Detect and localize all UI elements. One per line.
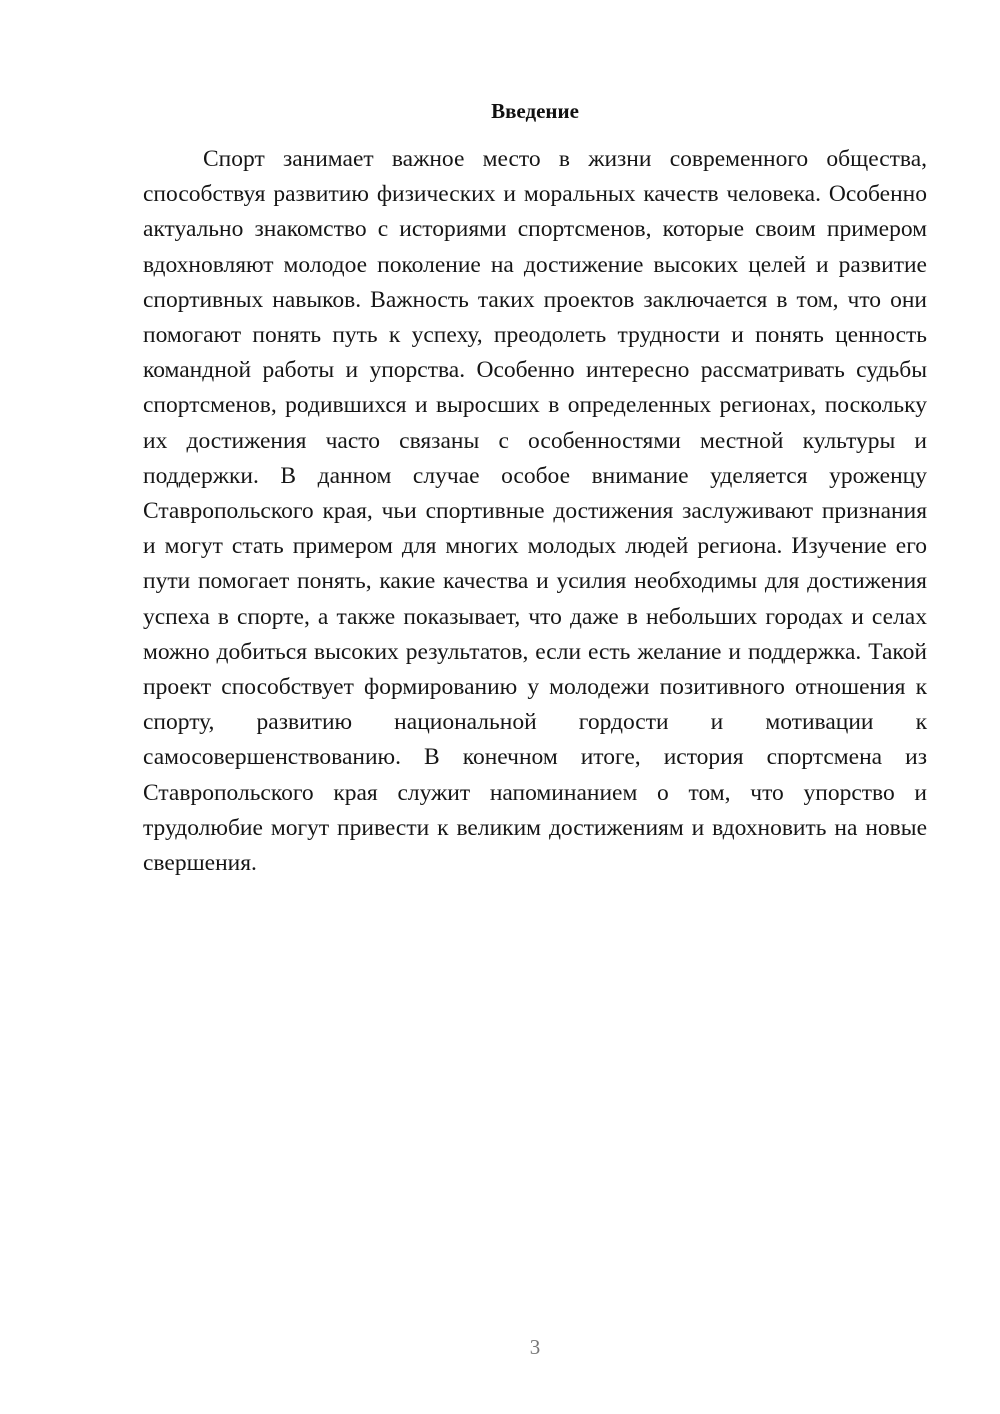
section-heading: Введение [491, 99, 579, 123]
page-number: 3 [529, 1335, 541, 1359]
intro-paragraph: Спорт занимает важное место в жизни современного общества, способствуя развитию физических и моральных качеств человека. Особенно актуально знакомство с историями спортсменов, которые своим примером вдохновляют молодое поколение на достижение высоких целей и развитие спортивных навыков. Важность таких проектов заключается в том, что они помогают понять путь к успеху, преодолеть трудности и понять ценность командной работы и упорства. Особенно интересно рассматривать судьбы спортсменов, родившихся и выросших в определенных регионах, поскольку их достижения часто связаны с особенностями местной культуры и поддержки. В данном случае особое внимание уделяется уроженцу Ставропольского края, чьи спортивные достижения заслуживают признания и могут стать примером для многих молодых людей региона. Изучение его пути помогает понять, какие качества и усилия необходимы для достижения успеха в спорте, а также показывает, что даже в небольших городах и селах можно добиться высоких результатов, если есть желание и поддержка. Такой проект способствует формированию у молодежи позитивного отношения к спорту, развитию национальной гордости и мотивации к самосовершенствованию. В конечном итоге, история спортсмена из Ставропольского края служит напоминанием о том, что упорство и трудолюбие могут привести к великим достижениям и вдохновить на новые свершения. [143, 146, 927, 877]
